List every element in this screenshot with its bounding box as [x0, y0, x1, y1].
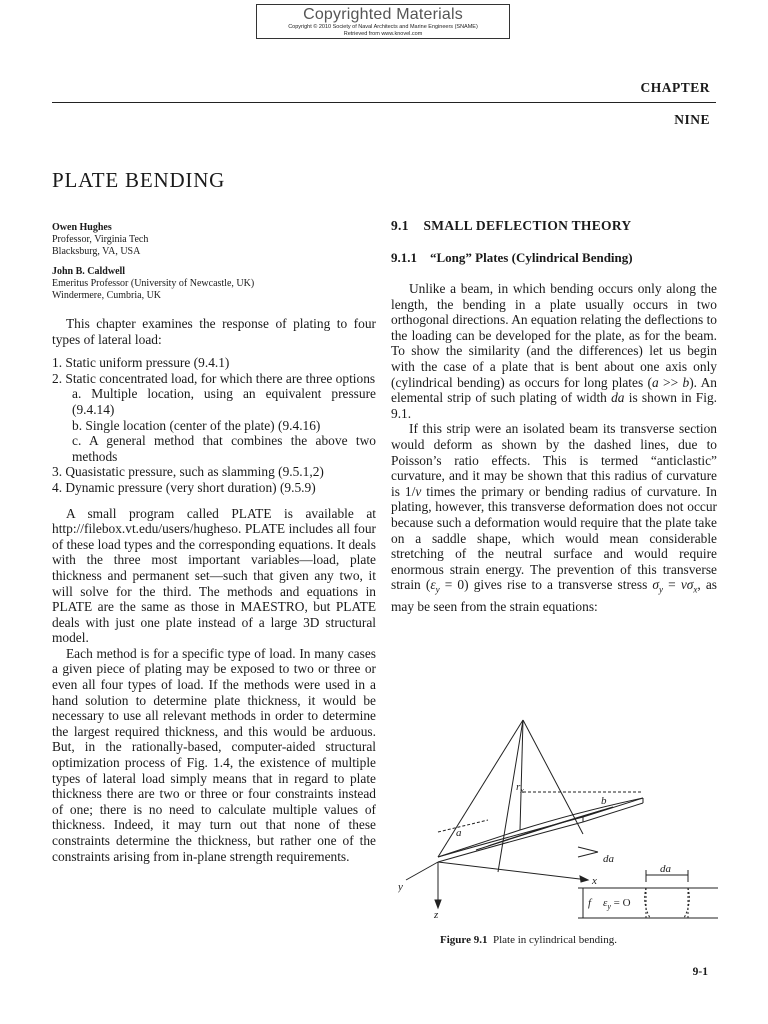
- author-block: [52, 222, 372, 302]
- plate-edge-far: [520, 798, 643, 830]
- figure-caption-text: Plate in cylindrical bending.: [487, 934, 617, 946]
- author-name: Owen Hughes: [52, 222, 112, 233]
- load-methods-paragraph: Each method is for a specific type of load. In many cases a given piece of plating may be exposed to two or three or even all four types of load. If the methods were used in a hand solution to determine plate thickness, it would be necessary to use all relevant methods in order to determine the largest required thickness, and this would be arduous. But, in the rationally-based, computer-aided structural optimization process of Fig. 1.4, the existence of multiple types of lateral load simply means that in regard to plate thickness there are two or three or four constraints instead of one; there is no need to calculate multiple values of thickness. Indeed, it may turn out that none of these constraints determine the thickness, but rather one of the constraints arising from in-plane strength requirements.: [52, 645, 376, 864]
- copyright-banner: [256, 4, 510, 39]
- right-column: [391, 281, 717, 614]
- chapter-number: NINE: [674, 112, 710, 127]
- a-dimension: [438, 820, 488, 832]
- list-item: 3. Quasistatic pressure, such as slamming (9.5.1,2): [52, 464, 324, 480]
- author-affiliation: Emeritus Professor (University of Newcastle, UK): [52, 278, 255, 289]
- left-column: [52, 316, 376, 864]
- subsection-heading: 9.1.1 “Long” Plates (Cylindrical Bending): [391, 250, 633, 265]
- list-item: 2. Static concentrated load, for which there are three options: [52, 370, 376, 386]
- load-type-list: [52, 355, 376, 495]
- f-label: f: [588, 897, 592, 909]
- y-axis: [406, 862, 438, 880]
- strain-label: $\varepsilon_y = O$: [603, 897, 631, 911]
- author-location: Blacksburg, VA, USA: [52, 246, 141, 257]
- b-label: b: [601, 795, 607, 807]
- chapter-label: CHAPTER: [640, 80, 710, 95]
- banner-retrieved-line: Retrieved from www.knovel.com: [343, 31, 423, 37]
- anticlastic-paragraph: If this strip were an isolated beam its transverse section would deform as shown by the dashed lines, due to Poisson’s ratio effects. This is termed “anticlastic” curvature, and it may be shown that this radius of curvature is 1/ν times the primary or bending radius of curvature. In plating, however, this transverse deformation does not occur because such a deformation would require that the plate take on a saddle shape, which would mean considerable stretching of the neutral surface and would require enormous strain energy. The prevention of this transverse strain $(\varepsilon_y = 0)$ gives rise to a transverse stress $\sigma_y = \nu\sigma_x$, as may be seen from the strain equations:: [391, 421, 717, 614]
- section-heading: 9.1 SMALL DEFLECTION THEORY: [391, 218, 632, 233]
- list-subitem: a. Multiple location, using an equivalent pressure (9.4.14): [72, 386, 376, 417]
- banner-title: Copyrighted Materials: [303, 6, 463, 23]
- rx-label: $r_x$: [516, 781, 524, 795]
- z-axis-label: z: [434, 909, 439, 921]
- author-name: John B. Caldwell: [52, 266, 126, 277]
- da-section-label: da: [660, 863, 671, 875]
- cylindrical-bending-paragraph: Unlike a beam, in which bending occurs only along the length, the bending in a plate usually occurs in two orthogonal directions. An equation relating the deflections to the loading can be developed for the plate, as for the beam. To show the similarity (and the differences) let us begin with the case of a plate that is bent about one axis only (cylindrical bending) as occurs for long plates (a >> b). An elemental strip of such plating of width da is shown in Fig. 9.1.: [391, 281, 718, 421]
- a-label: a: [456, 827, 462, 839]
- x-axis-label: x: [592, 875, 597, 887]
- author-affiliation: Professor, Virginia Tech: [52, 234, 149, 245]
- plate-program-paragraph: A small program called PLATE is available at http://filebox.vt.edu/users/hugheso. PLATE includes all four of these load types and the corresponding equations. It deals with the three most important variables—load, plate thickness and permanent set—such that given any two, it will solve for the third. The methods and equations in PLATE are the same as those in MAESTRO, but PLATE deals with just one plate instead of a large 3D structural model.: [52, 505, 376, 646]
- list-item: 1. Static uniform pressure (9.4.1): [52, 355, 230, 371]
- y-axis-label: y: [398, 881, 403, 893]
- header-rule: [52, 102, 716, 103]
- list-item: 4. Dynamic pressure (very short duration) (9.5.9): [52, 479, 316, 495]
- list-subitem: b. Single location (center of the plate) (9.4.16): [72, 417, 321, 433]
- cone-line: [498, 720, 523, 872]
- x-axis: [438, 862, 588, 880]
- list-subitem: c. A general method that combines the above two methods: [72, 433, 376, 464]
- chapter-title: PLATE BENDING: [52, 168, 226, 192]
- figure-caption-label: Figure 9.1: [440, 934, 488, 946]
- plate-strip-edge: [438, 830, 520, 857]
- plate-bending-figure: [398, 712, 718, 936]
- figure-caption: [440, 934, 617, 946]
- cone-line: [523, 720, 583, 834]
- banner-copyright-line: Copyright © 2010 Society of Naval Architects and Marine Engineers (SNAME): [288, 24, 478, 30]
- page-number: 9-1: [692, 966, 708, 978]
- intro-paragraph: This chapter examines the response of plating to four types of lateral load:: [52, 316, 376, 347]
- da-label: da: [603, 853, 614, 865]
- author-location: Windermere, Cumbria, UK: [52, 290, 162, 301]
